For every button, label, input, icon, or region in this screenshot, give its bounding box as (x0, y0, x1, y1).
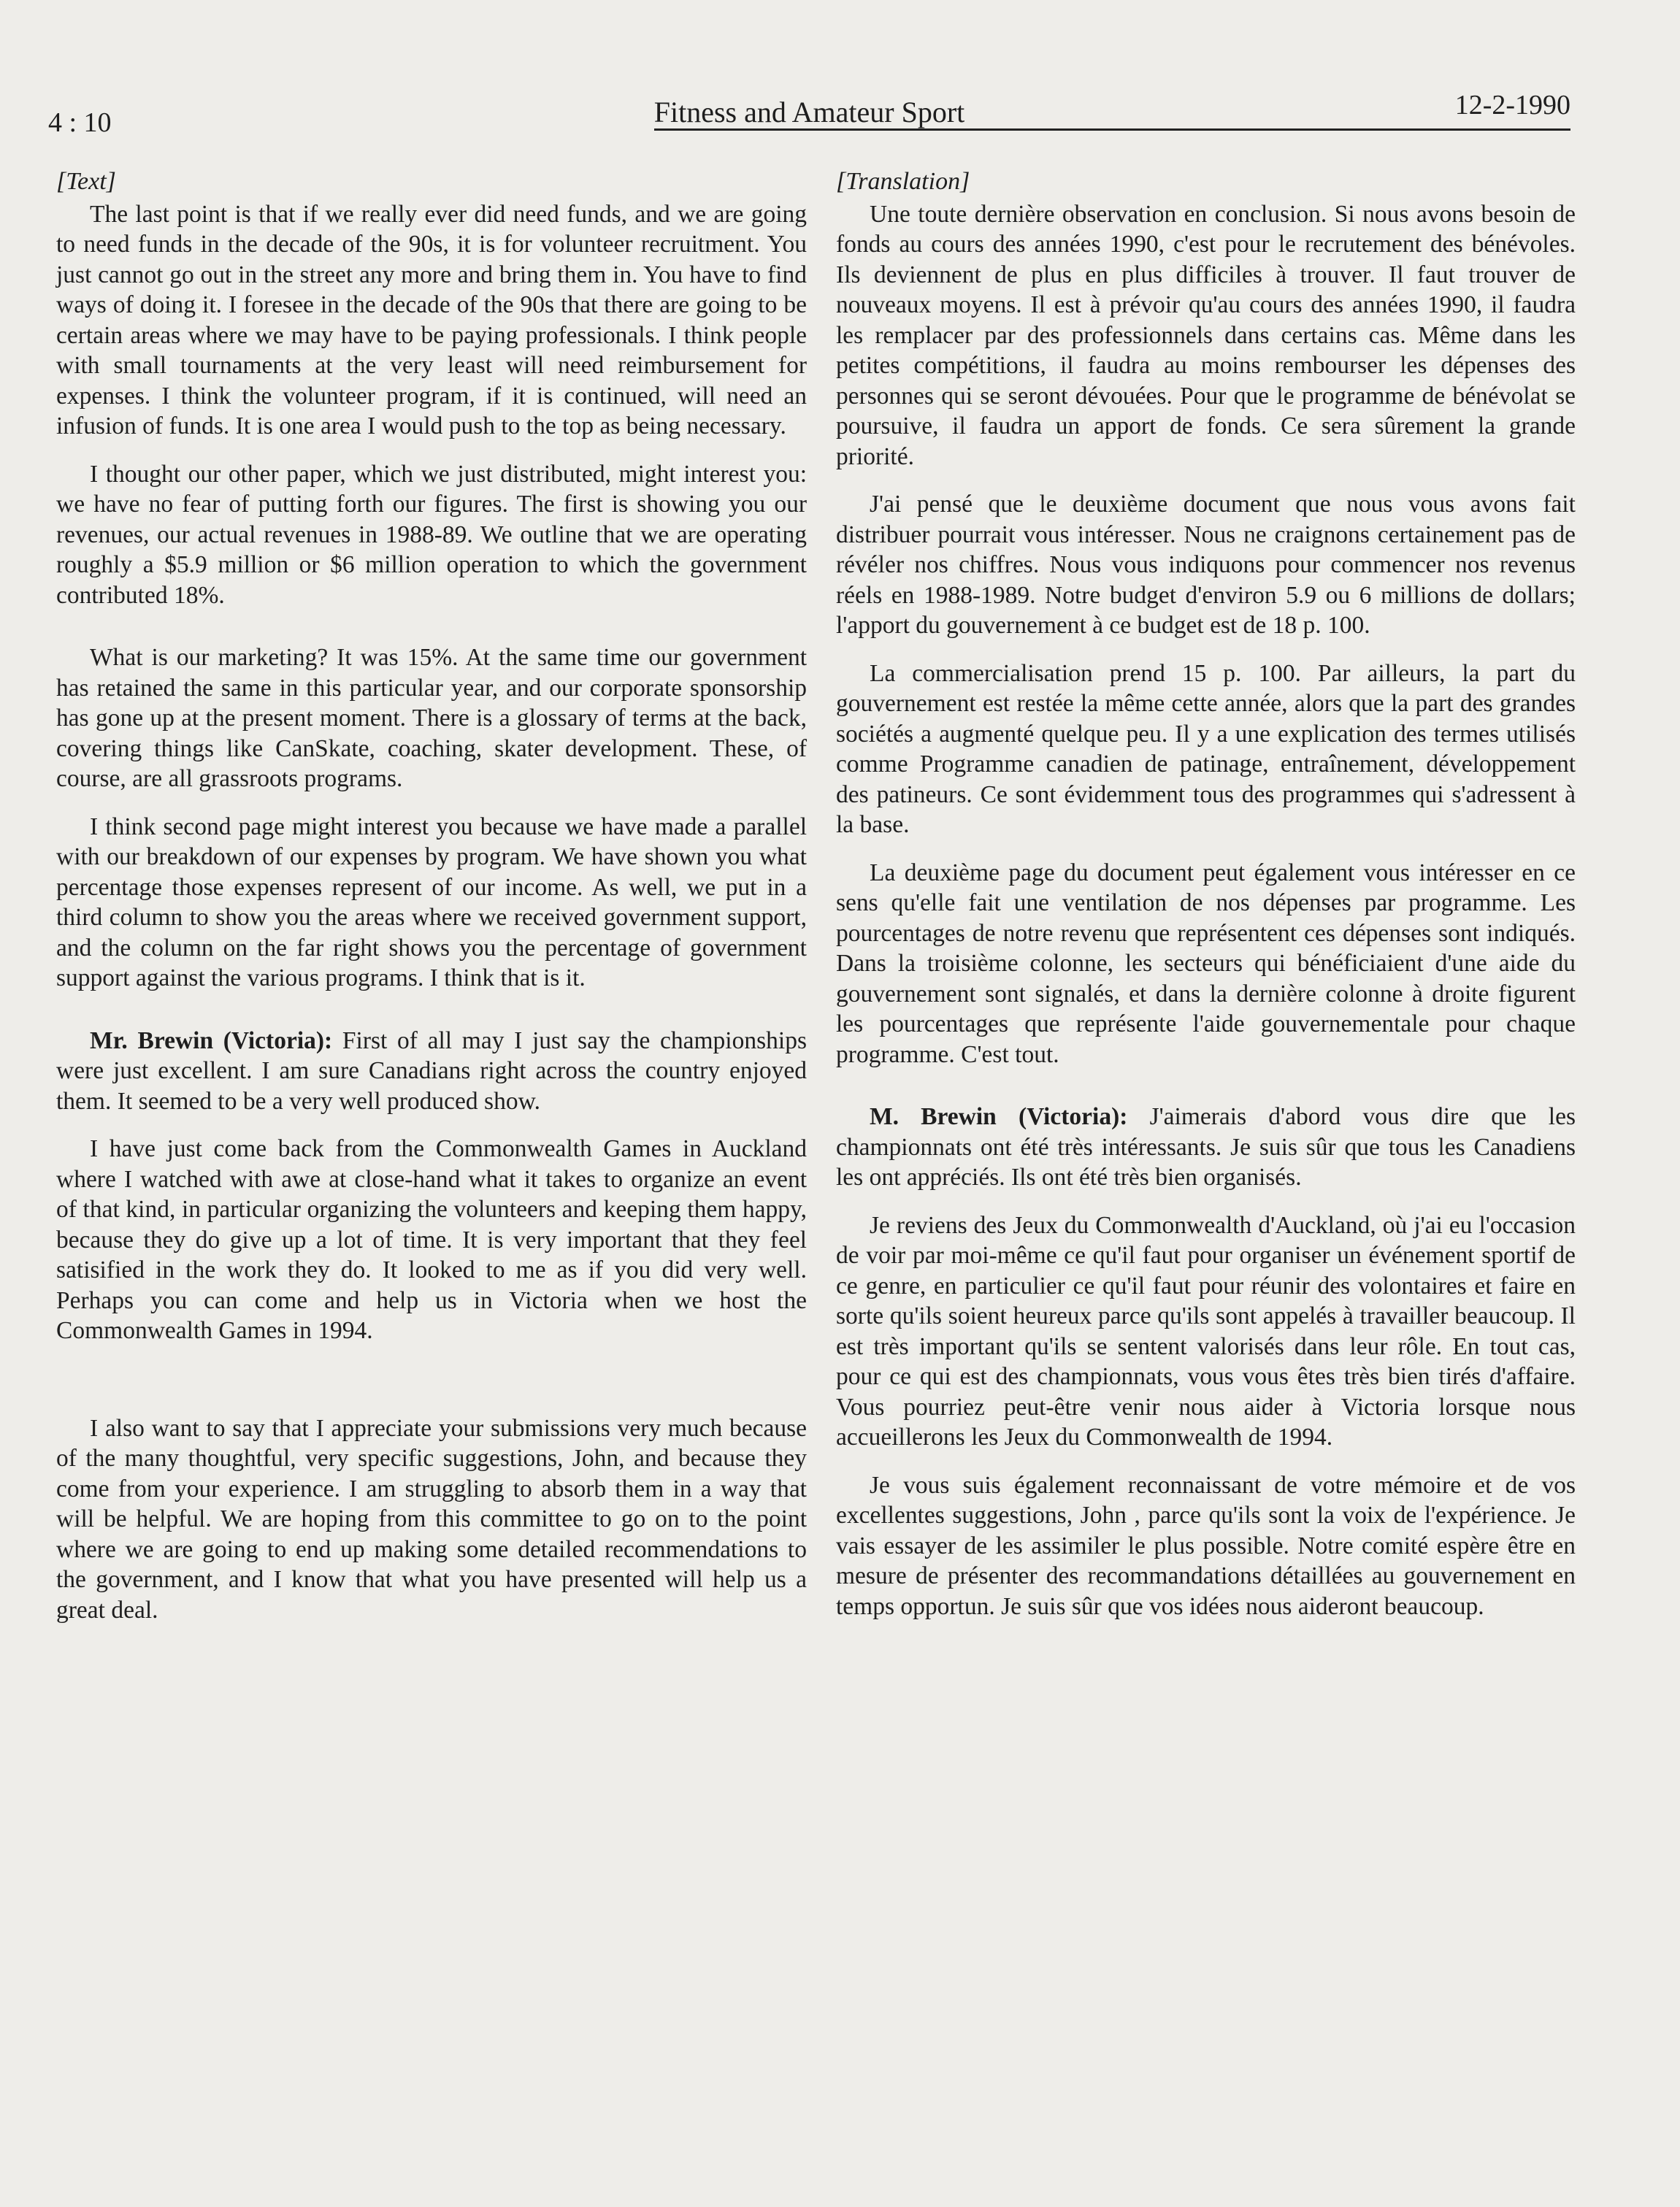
paragraph: What is our marketing? It was 15%. At the same time our government has retained the same in this particular year, and our corporate sponsorship has gone up at the present moment. There is a glossary of terms at the back, covering things like CanSkate, coaching, skater development. These, of course, are all grassroots programs. (56, 644, 807, 792)
speaker-text: J'aimerais d'abord vous dire que les championnats ont été très intéressants. Je suis sûr que tous les Canadiens les ont appréciés. Ils ont été très bien organisés. (836, 1103, 1576, 1191)
speaker-name: M. Brewin (Victoria): (870, 1103, 1128, 1130)
publication-title: Fitness and Amateur Sport (653, 96, 965, 128)
page-header (48, 85, 1570, 136)
paragraph: La deuxième page du document peut également vous intéresser en ce sens qu'elle fait une ventilation de nos dépenses par programme. Les pourcentages de notre revenu que représentent ces dépenses sont indiqués. Dans la troisième colonne, les secteurs qui bénéficiaient d'une aide du gouvernement sont signalés, et dans la dernière colonne à droite figurent les pourcentages que représente l'aide gouvernementale pour chaque programme. C'est tout. (836, 859, 1576, 1068)
speaker-paragraph (56, 1026, 807, 1117)
speaker-paragraph (836, 1102, 1576, 1193)
english-column (56, 166, 807, 1643)
page-number: 4 : 10 (48, 107, 112, 138)
paragraph: I think second page might interest you because we have made a parallel with our breakdown of our expenses by program. We have shown you what percentage those expenses represent of our income. As well, we put in a third column to show you the areas where we received government support, and the column on the far right shows you the percentage of government support against the various programs. I think that is it. (56, 813, 807, 991)
paragraph: The last point is that if we really ever did need funds, and we are going to need funds in the decade of the 90s, it is for volunteer recruitment. You just cannot go out in the street any more and bring them in. You have to find ways of doing it. I foresee in the decade of the 90s that there are going to be certain areas where we may have to be paying professionals. I think people with small tournaments at the very least will need reimbursement for expenses. I think the volunteer program, if it is continued, will need an infusion of funds. It is one area I would push to the top as being necessary. (56, 200, 807, 440)
paragraph: La commercialisation prend 15 p. 100. Par ailleurs, la part du gouvernement est restée la même cette année, alors que la part des grandes sociétés a augmenté quelque peu. Il y a une explication des termes utilisés comme Programme canadien de patinage, entraînement, développement des patineurs. Ce sont évidemment tous des programmes qui s'adressent à la base. (836, 659, 1576, 838)
french-column (836, 166, 1576, 1639)
column-label: [Translation] (836, 168, 970, 195)
header-rule (654, 128, 1570, 131)
column-label: [Text] (56, 168, 116, 195)
paragraph: I thought our other paper, which we just distributed, might interest you: we have no fear of putting forth our figures. The first is showing you our revenues, our actual revenues in 1988-89. We outline that we are operating roughly a $5.9 million or $6 million operation to which the government contributed 18%. (56, 460, 807, 609)
paragraph: J'ai pensé que le deuxième document que nous vous avons fait distribuer pourrait vous intéresser. Nous ne craignons certainement pas de révéler nos chiffres. Nous vous indiquons pour commencer nos revenus réels en 1988-1989. Notre budget d'environ 5.9 ou 6 millions de dollars; l'apport du gouvernement à ce budget est de 18 p. 100. (836, 491, 1576, 639)
speaker-name: Mr. Brewin (Victoria): (90, 1026, 333, 1054)
paragraph: Je vous suis également reconnaissant de votre mémoire et de vos excellentes suggestions, John , parce qu'ils sont la voix de l'expérience. Je vais essayer de les assimiler le plus possible. Notre comité espère être en mesure de présenter des recommandations détaillées au gouvernement en temps opportun. Je suis sûr que vos idées nous aideront beaucoup. (836, 1471, 1576, 1620)
speaker-text: First of all may I just say the championships were just excellent. I am sure Canadians right across the country enjoyed them. It seemed to be a very well produced show. (56, 1026, 807, 1115)
paragraph: I also want to say that I appreciate your submissions very much because of the many thoughtful, very specific suggestions, John, and because they come from your experience. I am struggling to absorb them in a way that will be helpful. We are hoping from this committee to go on to the point where we are going to end up making some detailed recommendations to the government, and I know that what you have presented will help us a great deal. (56, 1414, 807, 1624)
paragraph: Je reviens des Jeux du Commonwealth d'Auckland, où j'ai eu l'occasion de voir par moi-même ce qu'il faut pour organiser un événement sportif de ce genre, en particulier ce qu'il faut pour réunir des volontaires et faire en sorte qu'ils soient heureux parce qu'ils sont appelés à travailler beaucoup. Il est très important qu'ils se sentent valorisés dans leur rôle. En tout cas, pour ce qui est des championnats, vous vous êtes très bien tirés d'affaire. Vous pourriez peut-être venir nous aider à Victoria lorsque nous accueillerons les Jeux du Commonwealth de 1994. (836, 1211, 1576, 1451)
paragraph: Une toute dernière observation en conclusion. Si nous avons besoin de fonds au cours des années 1990, c'est pour le recrutement des bénévoles. Ils deviennent de plus en plus difficiles à trouver. Il faut trouver de nouveaux moyens. Il est à prévoir qu'au cours des années 1990, il faudra les remplacer par des professionnels dans certains cas. Même dans les petites compétitions, il faudra au moins rembourser les dépenses des personnes qui se seront dévouées. Pour que le programme de bénévolat se poursuive, il faudra un apport de fonds. Ce sera sûrement la grande priorité. (836, 200, 1576, 470)
paragraph: I have just come back from the Commonwealth Games in Auckland where I watched with awe at close-hand what it takes to organize an event of that kind, in particular organizing the volunteers and keeping them happy, because they do give up a lot of time. It is very important that they feel satisified in the work they do. It looked to me as if you did very well. Perhaps you can come and help us in Victoria when we host the Commonwealth Games in 1994. (56, 1135, 807, 1344)
sitting-date: 12-2-1990 (1454, 90, 1570, 120)
